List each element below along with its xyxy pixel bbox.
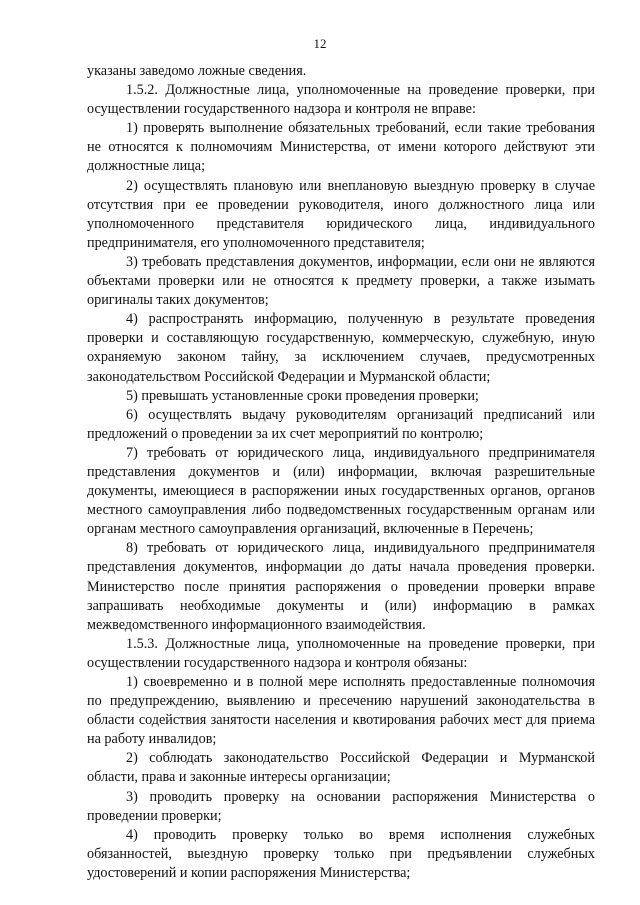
paragraph-item-6: 6) осуществлять выдачу руководителям организаций предписаний или предложений о проведении за их счет мероприятий по контролю;	[87, 406, 595, 442]
paragraph-duty-4: 4) проводить проверку только во время исполнения служебных обязанностей, выездную проверку только при предъявлении служебных удостоверений и копии распоряжения Министерства;	[87, 826, 595, 881]
paragraph-item-8: 8) требовать от юридического лица, индивидуального предпринимателя представления документов, информации до даты начала проведения проверки. Министерство после принятия распоряжения о проведении проверки вправе запрашивать необходимые документы и (или) информацию в рамках межведомственного информационного взаимодействия.	[87, 540, 595, 633]
paragraph-duty-1: 1) своевременно и в полной мере исполнять предоставленные полномочия по предупреждению, выявлению и пресечению нарушений законодательства в области содействия занятости населения и квотирования рабочих мест для приема на работу инвалидов;	[87, 674, 595, 748]
paragraph-section-1-5-2: 1.5.2. Должностные лица, уполномоченные на проведение проверки, при осуществлении государственного надзора и контроля не вправе:	[87, 82, 595, 118]
paragraph-item-2: 2) осуществлять плановую или внеплановую выездную проверку в случае отсутствия при ее проведении руководителя, иного должностного лица или уполномоченного представителя юридического лица, индивидуального предпринимателя, его уполномоченного представителя;	[87, 177, 595, 251]
paragraph-item-3: 3) требовать представления документов, информации, если они не являются объектами проверки или не относятся к предмету проверки, а также изымать оригиналы таких документов;	[87, 253, 595, 309]
document-body	[87, 62, 595, 883]
paragraph-section-1-5-3: 1.5.3. Должностные лица, уполномоченные на проведение проверки, при осуществлении государственного надзора и контроля обязаны:	[87, 635, 595, 671]
paragraph-duty-3: 3) проводить проверку на основании распоряжения Министерства о проведении проверки;	[87, 788, 595, 824]
paragraph-duty-2: 2) соблюдать законодательство Российской Федерации и Мурманской области, права и законные интересы организации;	[87, 750, 595, 786]
paragraph-item-7: 7) требовать от юридического лица, индивидуального предпринимателя представления документов и (или) информации, включая разрешительные документы, имеющиеся в распоряжении иных государственных органов, органов местного самоуправления либо подведомственных государственным органам или органам местного самоуправления организаций, включенные в Перечень;	[87, 444, 595, 538]
paragraph-continuation: указаны заведомо ложные сведения.	[87, 63, 307, 79]
paragraph-item-1: 1) проверять выполнение обязательных требований, если такие требования не относятся к полномочиям Министерства, от имени которого действуют эти должностные лица;	[87, 120, 595, 175]
paragraph-item-4: 4) распространять информацию, полученную в результате проведения проверки и составляющую государственную, коммерческую, служебную, иную охраняемую законом тайну, за исключением случаев, предусмотренных законодательством Российской Федерации и Мурманской области;	[87, 311, 595, 385]
page-number: 12	[313, 36, 327, 51]
paragraph-item-5: 5) превышать установленные сроки проведения проверки;	[126, 387, 479, 404]
